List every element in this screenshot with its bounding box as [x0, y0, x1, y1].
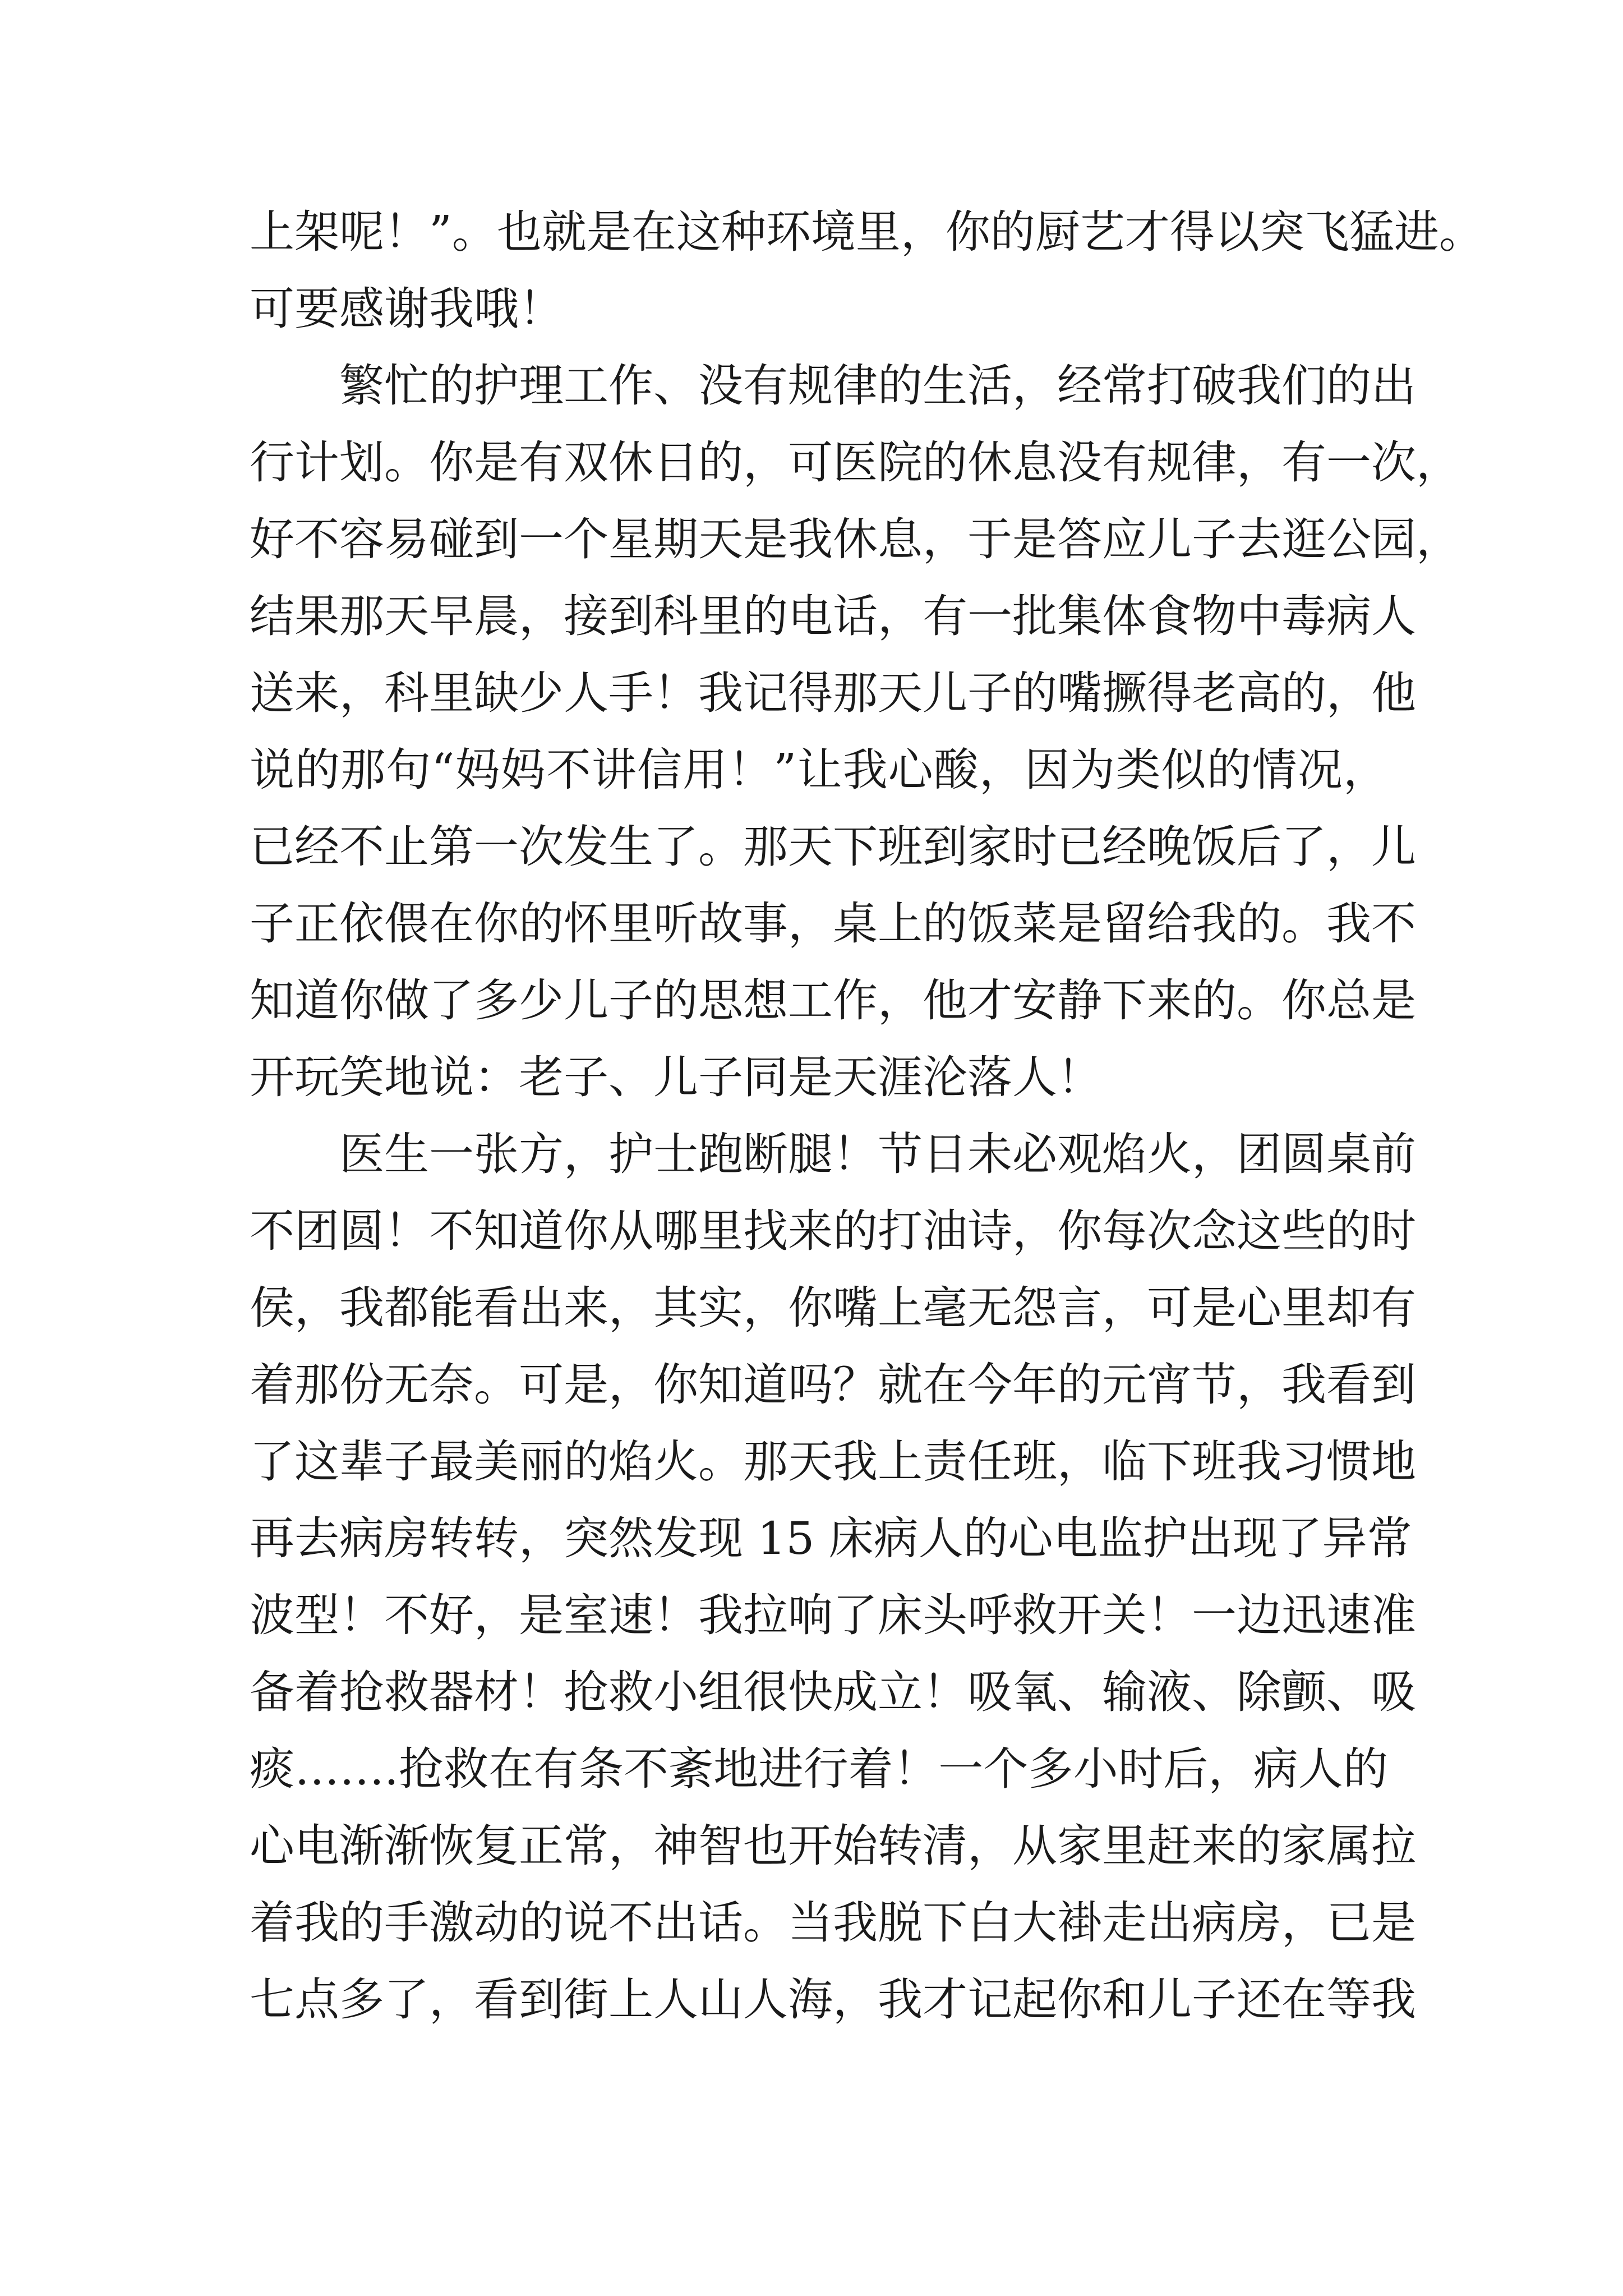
text-line: 繁忙的护理工作、没有规律的生活，经常打破我们的出 [339, 360, 1416, 412]
text-line: 已经不止第一次发生了。那天下班到家时已经晚饭后了，儿 [250, 821, 1416, 873]
text-line: 上架呢！”。也就是在这种环境里，你的厨艺才得以突飞猛进。 [250, 206, 1484, 258]
text-line: 不团圆！不知道你从哪里找来的打油诗，你每次念这些的时 [250, 1205, 1416, 1257]
text-line: 痰…….抢救在有条不紊地进行着！一个多小时后，病人的 [250, 1743, 1388, 1795]
text-line: 着我的手激动的说不出话。当我脱下白大褂走出病房，已是 [250, 1897, 1416, 1949]
text-line: 七点多了，看到街上人山人海，我才记起你和儿子还在等我 [250, 1973, 1416, 2026]
text-line: 着那份无奈。可是，你知道吗？就在今年的元宵节，我看到 [250, 1359, 1416, 1411]
paragraph-1 [250, 205, 1484, 335]
text-line: 子正依偎在你的怀里听故事，桌上的饭菜是留给我的。我不 [250, 898, 1416, 950]
text-line: 波型！不好，是室速！我拉响了床头呼救开关！一边迅速准 [250, 1589, 1416, 1641]
text-line: 心电渐渐恢复正常，神智也开始转清，从家里赶来的家属拉 [250, 1820, 1416, 1872]
text-line: 侯，我都能看出来，其实，你嘴上毫无怨言，可是心里却有 [250, 1282, 1416, 1334]
text-line: 医生一张方，护士跑断腿！节日未必观焰火，团圆桌前 [339, 1128, 1416, 1180]
text-line: 好不容易碰到一个星期天是我休息，于是答应儿子去逛公园， [250, 513, 1461, 565]
text-line: 再去病房转转，突然发现 15 床病人的心电监护出现了异常 [250, 1512, 1412, 1565]
text-line: 送来，科里缺少人手！我记得那天儿子的嘴撅得老高的，他 [250, 667, 1416, 719]
text-line: 知道你做了多少儿子的思想工作，他才安静下来的。你总是 [250, 974, 1416, 1027]
text-line: 说的那句“妈妈不讲信用！”让我心酸，因为类似的情况， [250, 744, 1388, 796]
text-line: 行计划。你是有双休日的，可医院的休息没有规律，有一次， [250, 436, 1461, 489]
paragraph-3 [250, 1128, 1416, 2026]
text-line: 备着抢救器材！抢救小组很快成立！吸氧、输液、除颤、吸 [250, 1666, 1416, 1718]
text-line: 结果那天早晨，接到科里的电话，有一批集体食物中毒病人 [250, 590, 1416, 642]
text-line: 了这辈子最美丽的焰火。那天我上责任班，临下班我习惯地 [250, 1435, 1416, 1488]
body-text [250, 205, 1484, 2050]
paragraph-2 [250, 359, 1461, 1104]
text-line: 开玩笑地说：老子、儿子同是天涯沦落人！ [250, 1051, 1102, 1103]
text-line: 可要感谢我哦！ [250, 283, 564, 335]
